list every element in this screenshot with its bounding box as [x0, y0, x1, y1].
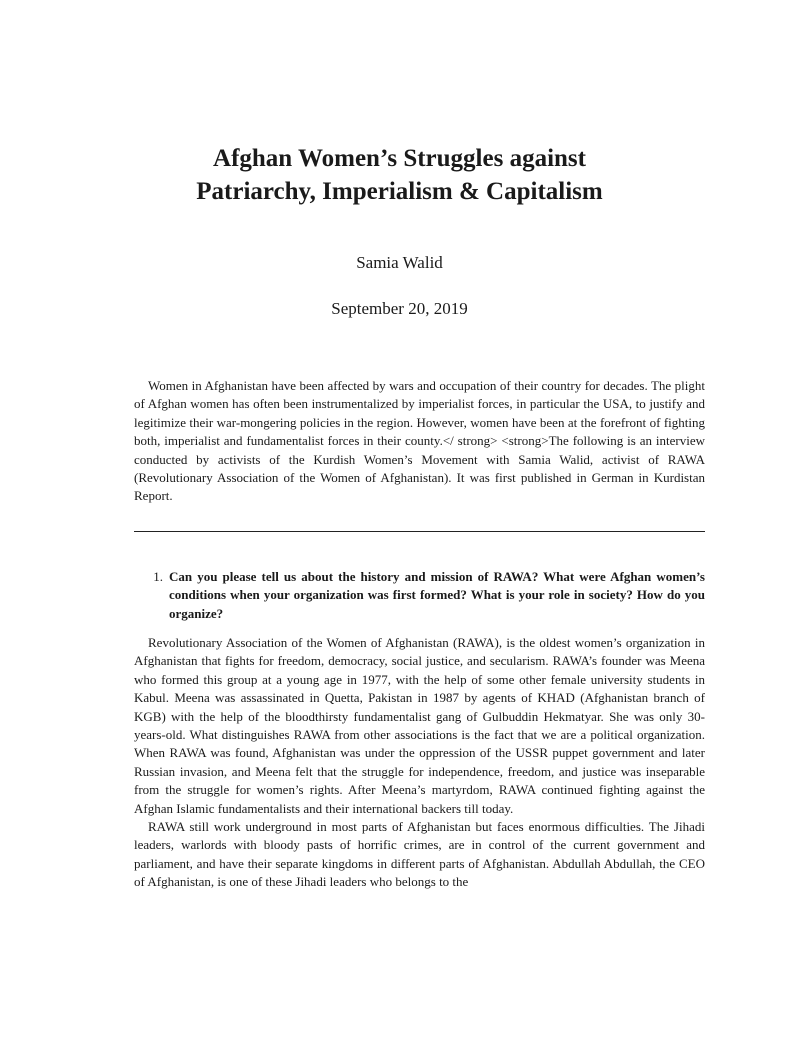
answer-body — [134, 634, 705, 892]
answer-paragraph-2: RAWA still work underground in most parts of Afghanistan but faces enormous difficulties. The Jihadi leaders, warlords with bloody pasts of horrific crimes, are in control of the current government and parliament, and have their separate kingdoms in different parts of Afghanistan. Abdullah Abdullah, the CEO of Afghanistan, is one of these Jihadi leaders who belongs to the — [134, 819, 705, 890]
question-text: Can you please tell us about the history and mission of RAWA? What were Afghan women’s conditions when your organization was first formed? What is your role in society? How do you organize? — [169, 569, 705, 621]
answer-paragraph-1: Revolutionary Association of the Women of Afghanistan (RAWA), is the oldest women’s organization in Afghanistan that fights for freedom, democracy, social justice, and secularism. RAWA’s founder was Meena who formed this group at a young age in 1977, with the help of some other female university students in Kabul. Meena was assassinated in Quetta, Pakistan in 1987 by agents of KHAD (Afghanistan branch of KGB) with the help of the bloodthirsty fundamentalist gang of Gulbuddin Hekmatyar. She was only 30-years-old. What distinguishes RAWA from other associations is the fact that we are a political organization. When RAWA was found, Afghanistan was under the oppression of the USSR puppet government and later Russian invasion, and Meena felt that the struggle for independence, freedom, and justice was inseparable from the struggle for women’s rights. After Meena’s martyrdom, RAWA continued fighting against the Afghan Islamic fundamentalists and their international backers till today. — [134, 635, 705, 816]
section-divider — [134, 531, 705, 532]
abstract: Women in Afghanistan have been affected by wars and occupation of their country for decades. The plight of Afghan women has often been instrumentalized by imperialist forces, in particular the USA, to justify and legitimize their war-mongering policies in the region. However, women have been at the forefront of fighting both, imperialist and fundamentalist forces in their county.</ strong> <strong>The following is an interview conducted by activists of the Kurdish Women’s Movement with Samia Walid, activist of RAWA (Revolutionary Association of the Women of Afghanistan). It was first published in German in Kurdistan Report. — [134, 378, 705, 504]
interview-question — [134, 568, 705, 623]
document-title — [0, 142, 799, 208]
title-line-2: Patriarchy, Imperialism & Capitalism — [196, 178, 603, 205]
publication-date: September 20, 2019 — [331, 299, 468, 318]
author-name: Samia Walid — [356, 253, 443, 272]
question-number: 1. — [153, 569, 163, 584]
title-line-1: Afghan Women’s Struggles against — [213, 145, 586, 172]
